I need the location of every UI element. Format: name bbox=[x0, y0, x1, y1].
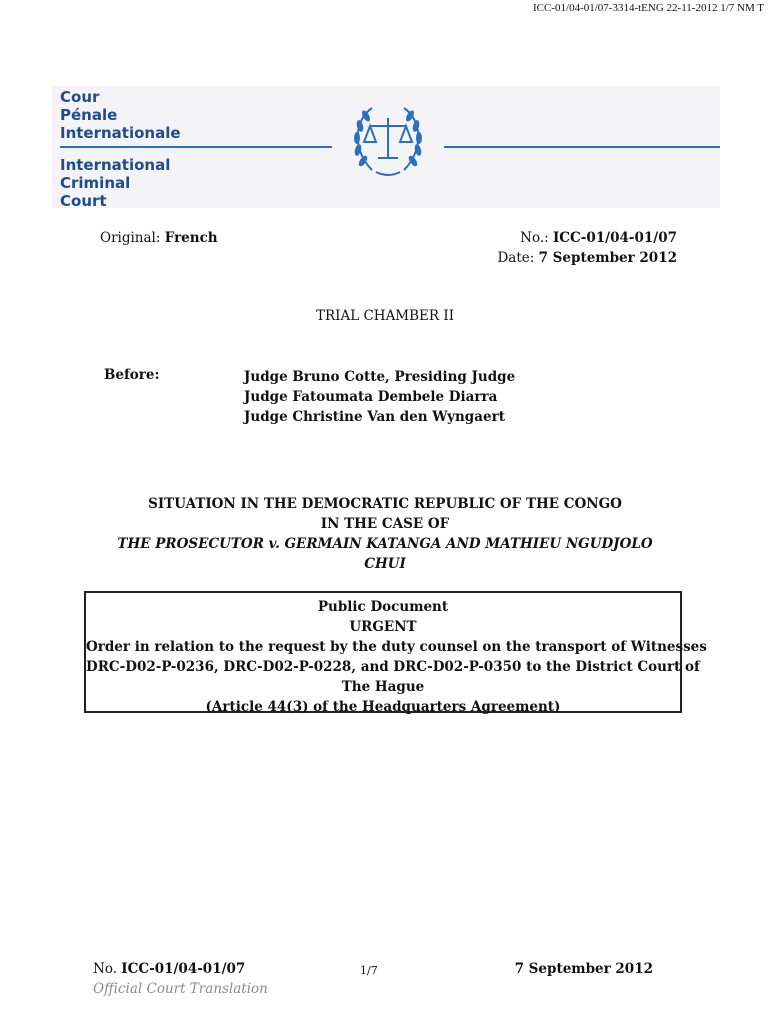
logo-rule-left bbox=[60, 146, 332, 148]
situation-heading bbox=[84, 494, 686, 574]
logo-en-line: Court bbox=[60, 192, 107, 210]
case-number-value: ICC-01/04-01/07 bbox=[552, 230, 677, 246]
footer-no-value: ICC-01/04-01/07 bbox=[121, 961, 246, 977]
judges-list bbox=[244, 367, 515, 427]
footer-case-number bbox=[93, 961, 245, 977]
logo-fr-line: Internationale bbox=[60, 124, 181, 142]
box-line: Public Document bbox=[317, 599, 449, 615]
logo-en-line: Criminal bbox=[60, 174, 131, 192]
logo-french-name bbox=[60, 88, 181, 142]
situation-line: SITUATION IN THE DEMOCRATIC REPUBLIC OF THE CONGO bbox=[148, 496, 622, 512]
footer-date: 7 September 2012 bbox=[514, 961, 653, 977]
date-value: 7 September 2012 bbox=[538, 250, 677, 266]
box-line: URGENT bbox=[349, 619, 417, 635]
judge-name: Judge Christine Van den Wyngaert bbox=[244, 409, 505, 425]
footer-page-number: 1/7 bbox=[360, 964, 378, 977]
judge-name: Judge Bruno Cotte, Presiding Judge bbox=[244, 369, 516, 385]
scales-of-justice-laurel-icon bbox=[342, 98, 434, 180]
icc-logo bbox=[52, 86, 720, 208]
original-label: Original: bbox=[100, 230, 161, 246]
original-value: French bbox=[164, 230, 218, 246]
footer-translation-note: Official Court Translation bbox=[93, 981, 268, 997]
situation-line: IN THE CASE OF bbox=[320, 516, 450, 532]
logo-english-name bbox=[60, 156, 170, 210]
box-line: The Hague bbox=[341, 679, 425, 695]
case-number-label: No.: bbox=[520, 230, 549, 246]
case-versus: v. bbox=[268, 536, 280, 552]
document-reference: ICC-01/04-01/07-3314-tENG 22-11-2012 1/7 NM T bbox=[533, 2, 764, 14]
case-name-part: GERMAIN KATANGA AND MATHIEU NGUDJOLO bbox=[279, 536, 653, 552]
box-line: Order in relation to the request by the duty counsel on the transport of Witnesses bbox=[86, 639, 707, 655]
chamber-title: TRIAL CHAMBER II bbox=[315, 308, 455, 324]
date-label: Date: bbox=[497, 250, 535, 266]
logo-fr-line: Pénale bbox=[60, 106, 118, 124]
case-name-part: THE PROSECUTOR bbox=[117, 536, 269, 552]
document-date bbox=[497, 248, 677, 268]
footer-no-label: No. bbox=[93, 961, 122, 977]
logo-rule-right bbox=[444, 146, 720, 148]
judge-name: Judge Fatoumata Dembele Diarra bbox=[244, 389, 498, 405]
case-name bbox=[84, 534, 686, 554]
box-line: DRC-D02-P-0236, DRC-D02-P-0228, and DRC-D02-P-0350 to the District Court of bbox=[86, 659, 700, 675]
logo-fr-line: Cour bbox=[60, 88, 100, 106]
case-number bbox=[497, 228, 677, 248]
case-name-continued: CHUI bbox=[364, 556, 406, 572]
document-title-box bbox=[84, 591, 707, 715]
before-label: Before: bbox=[104, 367, 160, 383]
box-line: (Article 44(3) of the Headquarters Agreement) bbox=[205, 699, 561, 715]
case-number-and-date bbox=[497, 228, 677, 268]
original-language bbox=[100, 228, 218, 248]
logo-en-line: International bbox=[60, 156, 171, 174]
